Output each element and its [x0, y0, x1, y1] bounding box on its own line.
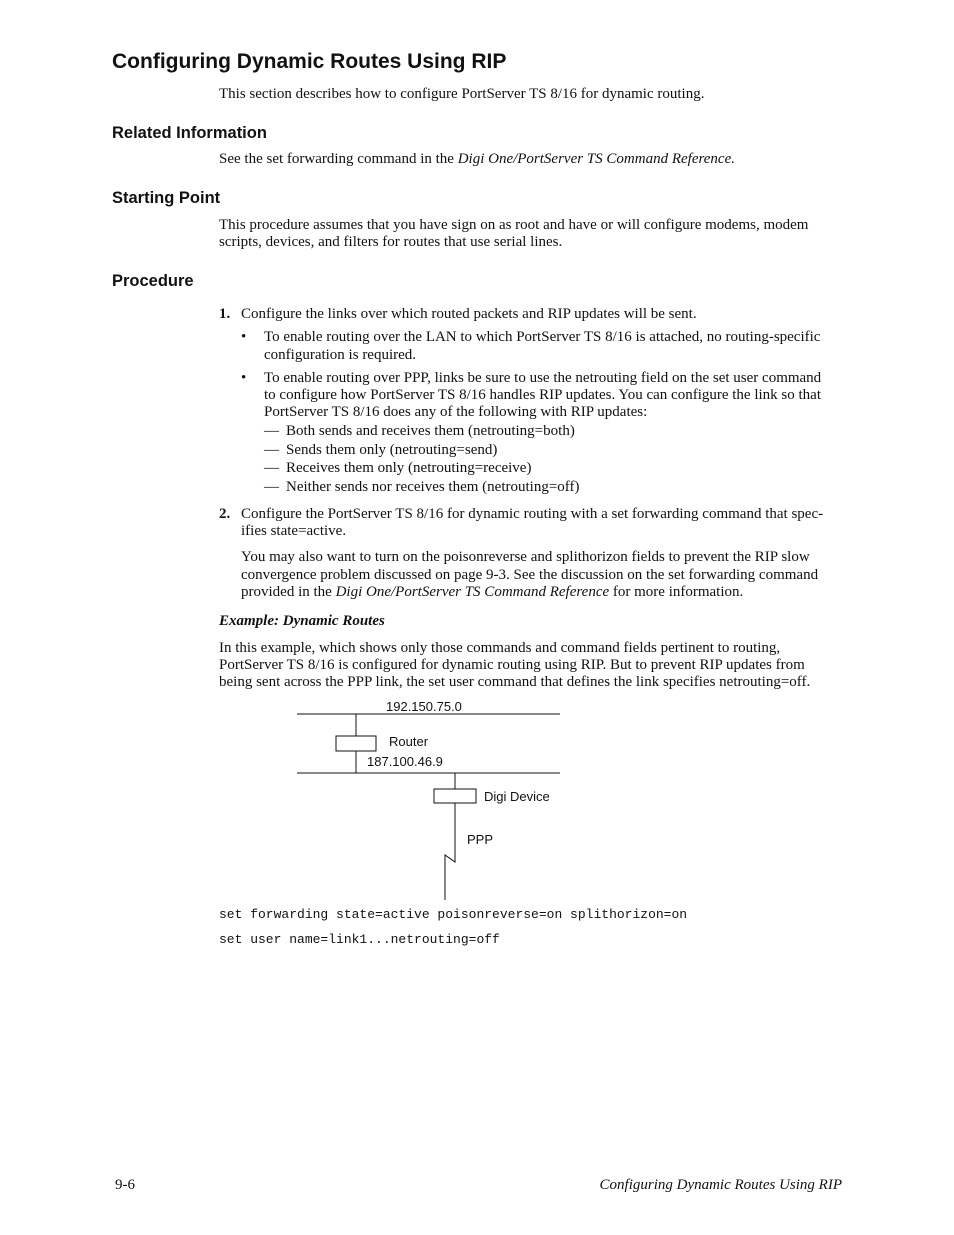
related-text-ref: Digi One/PortServer TS Command Reference.: [457, 151, 735, 167]
procedure-heading: Procedure: [112, 272, 194, 290]
step-2-para-ref: Digi One/PortServer TS Command Reference: [335, 584, 610, 600]
network-bottom-label: 187.100.46.9: [367, 754, 443, 769]
ppp-link-line: [445, 803, 455, 900]
dash-1-marker: —: [264, 423, 279, 439]
related-text-plain: See the set forwarding command in the: [219, 151, 458, 167]
page-title: Configuring Dynamic Routes Using RIP: [112, 50, 507, 73]
step-1-text: Configure the links over which routed packets and RIP updates will be sent.: [241, 306, 697, 322]
bullet-1-line-1: To enable routing over the LAN to which PortServer TS 8/16 is attached, no routing-specific: [264, 329, 821, 345]
router-label: Router: [389, 734, 429, 749]
related-heading: Related Information: [112, 124, 267, 142]
starting-heading: Starting Point: [112, 189, 221, 207]
intro-text: This section describes how to configure PortServer TS 8/16 for dynamic routing.: [219, 86, 705, 102]
example-line-2: PortServer TS 8/16 is configured for dynamic routing using RIP. But to prevent RIP updates from: [219, 657, 805, 673]
example-line-3: being sent across the PPP link, the set user command that defines the link specifies netrouting=off.: [219, 674, 811, 690]
dash-4-text: Neither sends nor receives them (netrouting=off): [286, 479, 580, 495]
ppp-label: PPP: [467, 832, 494, 847]
dash-2-marker: —: [264, 442, 279, 458]
step-2-para-line-2: convergence problem discussed on page 9-3. See the discussion on the set forwarding command: [241, 567, 819, 583]
digi-device-label: Digi Device: [484, 789, 550, 804]
digi-device-box: [434, 789, 476, 803]
bullet-2-line-2: to configure how PortServer TS 8/16 handles RIP updates. You can configure the link so that: [264, 387, 822, 403]
bullet-2-line-1: To enable routing over PPP, links be sure to use the netrouting field on the set user command: [264, 370, 822, 386]
starting-line-2: scripts, devices, and filters for routes that use serial lines.: [219, 234, 563, 250]
step-2-para-line-3-start: provided in the: [241, 584, 336, 600]
bullet-1-marker: •: [241, 329, 247, 345]
dash-2-text: Sends them only (netrouting=send): [286, 442, 498, 458]
command-line-1: set forwarding state=active poisonreverse=on splithorizon=on: [219, 907, 688, 922]
example-line-1: In this example, which shows only those commands and command fields pertinent to routing,: [219, 640, 781, 656]
bullet-1-line-2: configuration is required.: [264, 347, 417, 363]
step-2-line-2: ifies state=active.: [241, 523, 347, 539]
footer-page-number: 9-6: [115, 1177, 135, 1193]
bullet-2-marker: •: [241, 370, 247, 386]
dash-3-text: Receives them only (netrouting=receive): [286, 460, 532, 476]
step-1-number: 1.: [219, 306, 231, 322]
footer-section-title: Configuring Dynamic Routes Using RIP: [599, 1177, 842, 1193]
starting-line-1: This procedure assumes that you have sign on as root and have or will configure modems, modem: [219, 217, 809, 233]
router-box: [336, 736, 376, 751]
dash-1-text: Both sends and receives them (netrouting=both): [286, 423, 575, 439]
step-2-para-line-1: You may also want to turn on the poisonreverse and splithorizon fields to prevent the RIP slow: [241, 549, 810, 565]
example-heading: Example: Dynamic Routes: [219, 613, 385, 629]
dash-4-marker: —: [264, 479, 279, 495]
step-2-line-1: Configure the PortServer TS 8/16 for dynamic routing with a set forwarding command that spec-: [241, 506, 824, 522]
command-line-2: set user name=link1...netrouting=off: [219, 932, 500, 947]
network-top-label: 192.150.75.0: [386, 699, 462, 714]
bullet-2-line-3: PortServer TS 8/16 does any of the following with RIP updates:: [264, 404, 648, 420]
dash-3-marker: —: [264, 460, 279, 476]
step-2-para-line-3-end: for more information.: [609, 584, 744, 600]
step-2-number: 2.: [219, 506, 231, 522]
